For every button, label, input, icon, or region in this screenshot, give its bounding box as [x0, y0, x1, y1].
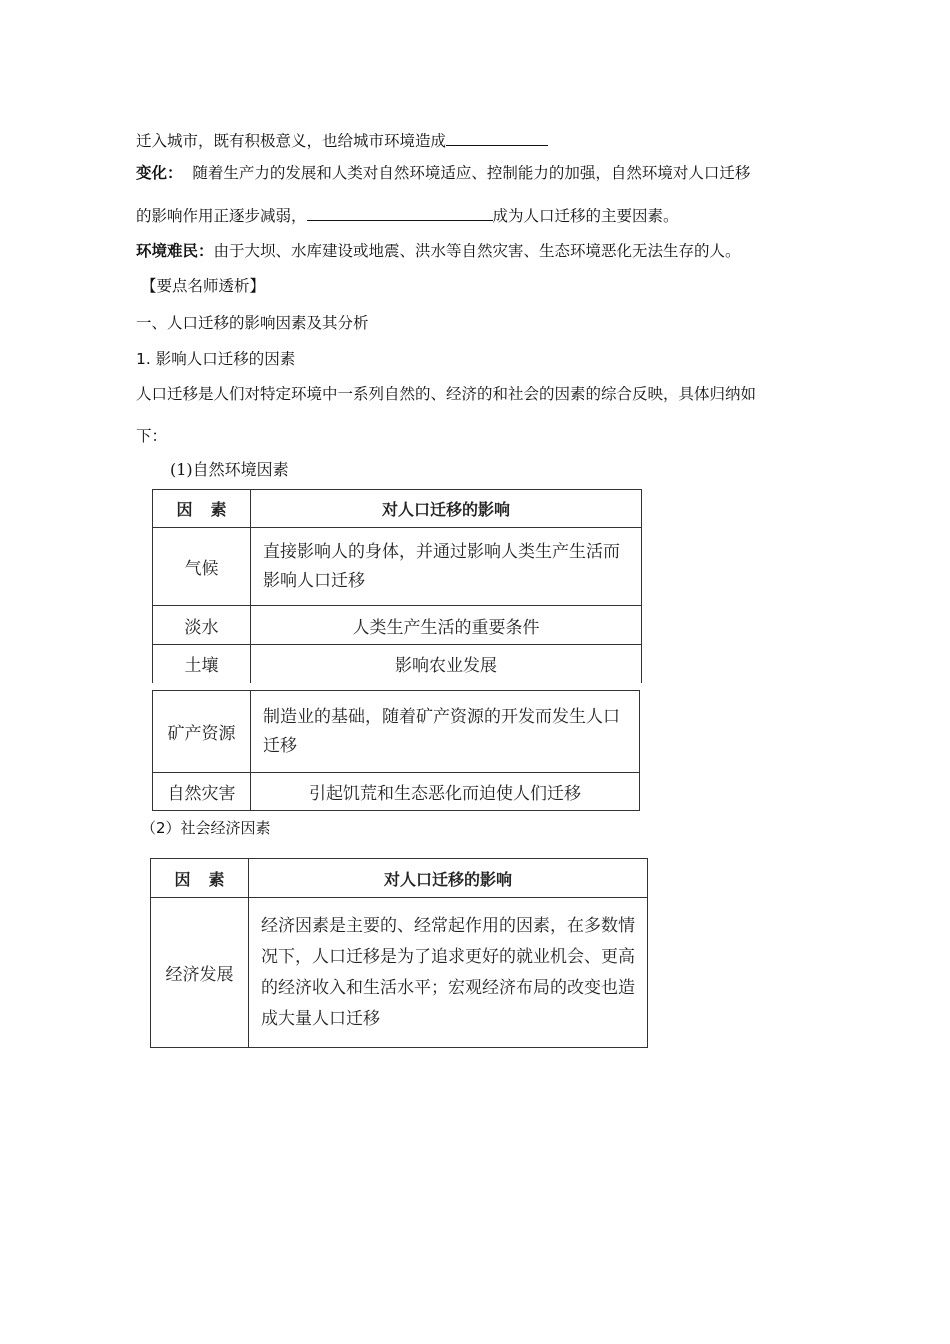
effect-cell: 直接影响人的身体，并通过影响人类生产生活而影响人口迁移 [251, 528, 642, 606]
label-change: 变化： [136, 164, 183, 182]
natural-factors-table [152, 489, 642, 683]
header-factor: 因素 [151, 859, 249, 898]
table-row [151, 898, 648, 1048]
table-row [153, 691, 640, 773]
table1-caption: (1)自然环境因素 [170, 460, 289, 479]
text-span: 的影响作用正逐步减弱， [136, 207, 307, 225]
table-header-row [151, 859, 648, 898]
fill-blank-1 [446, 131, 548, 146]
header-effect: 对人口迁移的影响 [251, 490, 642, 528]
paragraph-line: 下： [136, 427, 168, 445]
text-span: 由于大坝、水库建设或地震、洪水等自然灾害、生态环境恶化无法生存的人。 [213, 242, 741, 260]
table-row [153, 773, 640, 811]
effect-cell: 影响农业发展 [251, 645, 642, 683]
table2-caption: （2）社会经济因素 [141, 819, 271, 837]
fill-blank-2 [307, 206, 493, 221]
effect-cell: 人类生产生活的重要条件 [251, 606, 642, 645]
text-span: 迁入城市，既有积极意义，也给城市环境造成 [136, 132, 447, 150]
paragraph-line: 人口迁移是人们对特定环境中一系列自然的、经济的和社会的因素的综合反映，具体归纳如 [136, 385, 757, 403]
text-span: 成为人口迁移的主要因素。 [492, 207, 679, 225]
socioeconomic-factors-table [150, 858, 648, 1048]
natural-factors-table-continued [152, 690, 640, 811]
table-row [153, 606, 642, 645]
text-span: 随着生产力的发展和人类对自然环境适应、控制能力的加强，自然环境对人口迁移 [192, 164, 751, 182]
factor-cell: 自然灾害 [153, 773, 251, 811]
table-row [153, 645, 642, 683]
text-line-4 [136, 241, 741, 261]
table-row [153, 528, 642, 606]
text-line-1 [136, 131, 548, 151]
factor-cell: 矿产资源 [153, 691, 251, 773]
factor-cell: 气候 [153, 528, 251, 606]
effect-cell: 制造业的基础，随着矿产资源的开发而发生人口迁移 [251, 691, 640, 773]
header-factor: 因素 [153, 490, 251, 528]
section-heading: 【要点名师透析】 [141, 277, 266, 295]
label-environment-refugee: 环境难民： [136, 242, 214, 260]
factor-cell: 经济发展 [151, 898, 249, 1048]
text-line-3 [136, 206, 679, 226]
table-header-row [153, 490, 642, 528]
effect-cell: 引起饥荒和生态恶化而迫使人们迁移 [251, 773, 640, 811]
factor-cell: 淡水 [153, 606, 251, 645]
effect-cell: 经济因素是主要的、经常起作用的因素，在多数情况下，人口迁移是为了追求更好的就业机会、更高的经济收入和生活水平；宏观经济布局的改变也造成大量人口迁移 [249, 898, 648, 1048]
text-line-2 [136, 163, 750, 183]
header-effect: 对人口迁移的影响 [249, 859, 648, 898]
subsection-heading: 一、人口迁移的影响因素及其分析 [136, 314, 369, 332]
factor-cell: 土壤 [153, 645, 251, 683]
item-heading: 1. 影响人口迁移的因素 [136, 350, 296, 368]
